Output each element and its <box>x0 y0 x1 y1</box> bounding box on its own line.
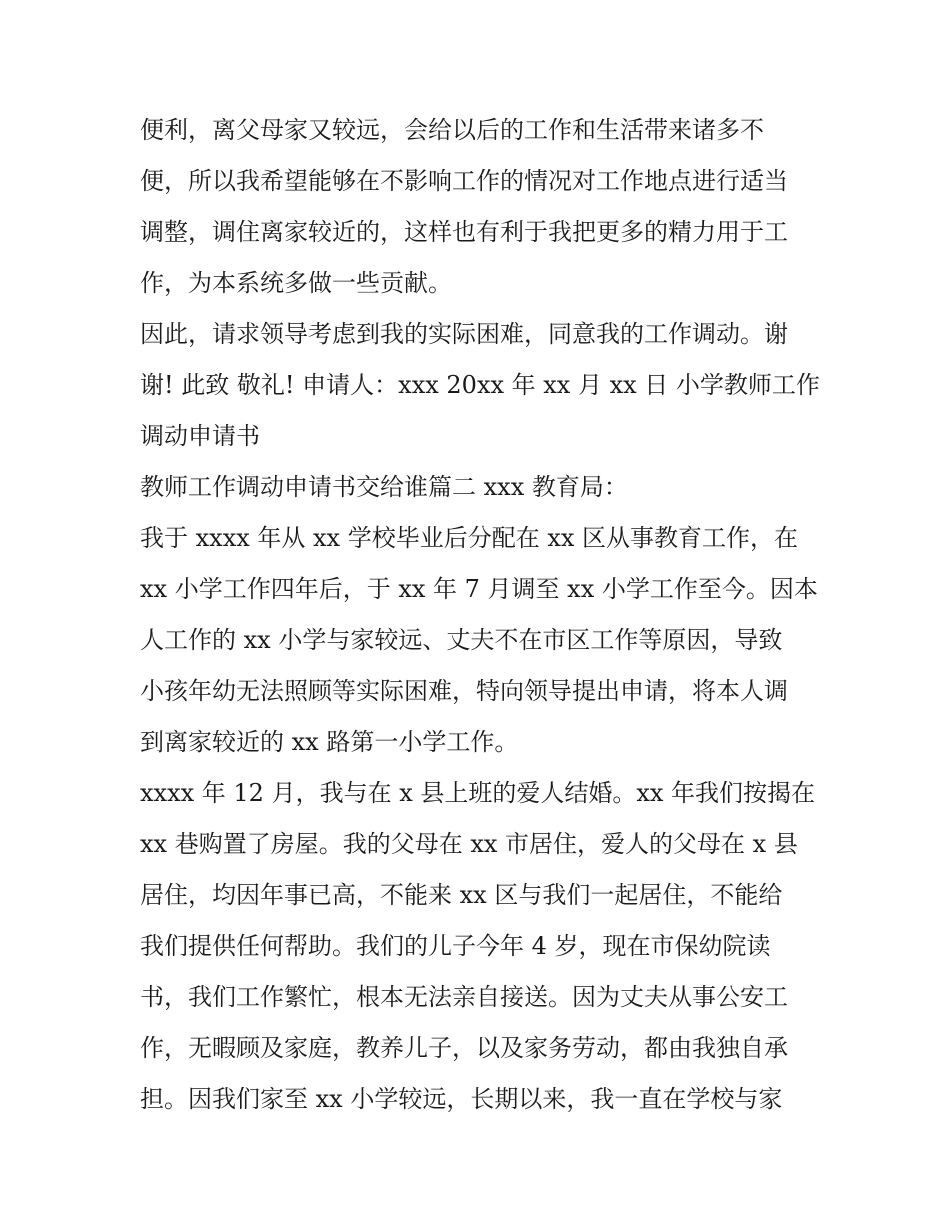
text-line: 调整，调住离家较近的，这样也有利于我把更多的精力用于工 <box>140 218 788 246</box>
text-line: 便利，离父母家又较远，会给以后的工作和生活带来诸多不 <box>140 116 764 144</box>
text-line: 调动申请书 <box>140 422 260 450</box>
text-line: xx 巷购置了房屋。我的父母在 xx 市居住，爱人的父母在 x 县 <box>140 830 798 858</box>
text-line: 因此，请求领导考虑到我的实际困难，同意我的工作调动。谢 <box>140 320 788 348</box>
text-line: 小孩年幼无法照顾等实际困难，特向领导提出申请，将本人调 <box>140 677 788 705</box>
text-line: 人工作的 xx 小学与家较远、丈夫不在市区工作等原因，导致 <box>140 626 783 654</box>
body-text <box>140 105 820 1125</box>
text-line: 居住，均因年事已高，不能来 xx 区与我们一起居住，不能给 <box>140 881 783 909</box>
text-line: 我们提供任何帮助。我们的儿子今年 4 岁，现在市保幼院读 <box>140 932 771 960</box>
text-line: 作，为本系统多做一些贡献。 <box>140 269 452 297</box>
text-line: 书，我们工作繁忙，根本无法亲自接送。因为丈夫从事公安工 <box>140 983 788 1011</box>
text-line: 作，无暇顾及家庭，教养儿子，以及家务劳动，都由我独自承 <box>140 1034 788 1062</box>
text-line: 谢! 此致 敬礼! 申请人：xxx 20xx 年 xx 月 xx 日 小学教师工作 <box>140 371 820 399</box>
text-line: 我于 xxxx 年从 xx 学校毕业后分配在 xx 区从事教育工作，在 <box>140 524 799 552</box>
text-line: xxxx 年 12 月，我与在 x 县上班的爱人结婚。xx 年我们按揭在 <box>140 779 816 807</box>
text-line: 便，所以我希望能够在不影响工作的情况对工作地点进行适当 <box>140 167 788 195</box>
text-line: xx 小学工作四年后，于 xx 年 7 月调至 xx 小学工作至今。因本 <box>140 575 818 603</box>
section-heading-line: 教师工作调动申请书交给谁篇二 xxx 教育局： <box>140 473 628 501</box>
text-line: 到离家较近的 xx 路第一小学工作。 <box>140 728 519 756</box>
text-line: 担。因我们家至 xx 小学较远，长期以来，我一直在学校与家 <box>140 1085 783 1113</box>
